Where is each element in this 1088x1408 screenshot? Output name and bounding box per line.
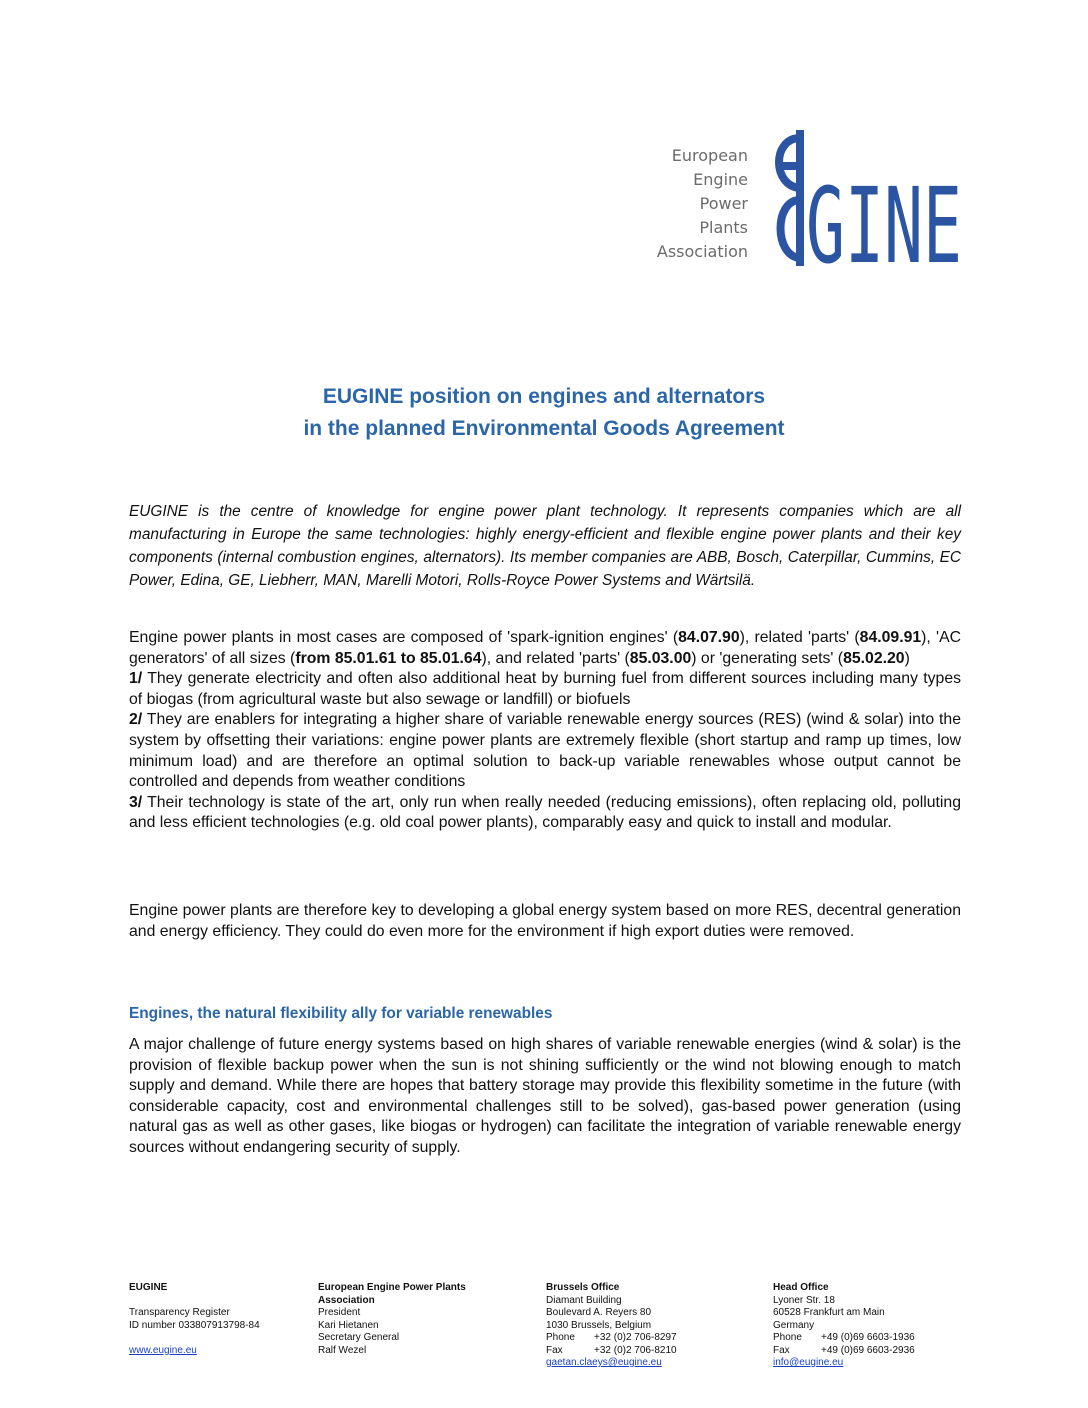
footer-col-head-office: Head Office Lyoner Str. 18 60528 Frankfurt am Main Germany Phone +49 (0)69 6603-1936 Fax +49 (0)69 6603-2936 info@eugine.eu — [773, 1282, 915, 1368]
section-heading: Engines, the natural flexibility ally for variable renewables — [129, 1005, 553, 1022]
head-office-email-link[interactable]: info@eugine.eu — [773, 1357, 844, 1368]
intro-paragraph: EUGINE is the centre of knowledge for engine power plant technology. It represents companies which are all manufacturing in Europe the same technologies: highly energy-efficient and flexible engine power plants and their key components (internal combustion engines, alternators). Its member companies are ABB, Bosch, Caterpillar, Cummins, EC Power, Edina, GE, Liebherr, MAN, Marelli Motori, Rolls-Royce Power Systems and Wärtsilä. — [129, 503, 961, 589]
document-title: EUGINE position on engines and alternators in the planned Environmental Goods Agreement — [303, 385, 785, 440]
logo-mark-text: GINE — [806, 165, 962, 287]
footer-col-brussels: Brussels Office Diamant Building Boulevard A. Reyers 80 1030 Brussels, Belgium Phone +32 (0)2 706-8297 Fax +32 (0)2 706-8210 gaetan.claeys@eugine.eu — [546, 1282, 677, 1368]
footer-col-association: European Engine Power Plants Association President Kari Hietanen Secretary General Ralf Wezel — [318, 1282, 466, 1356]
website-link[interactable]: www.eugine.eu — [129, 1344, 197, 1356]
flexibility-paragraph: A major challenge of future energy systems based on high shares of variable renewable energies (wind & solar) is the provision of flexible backup power when the sun is not shining sufficiently or the wind not blowing enough to match supply and demand. While there are hopes that battery storage may provide this flexibility sometime in the future (with considerable capacity, cost and environmental challenges still to be solved), gas-based power generation (using natural gas as well as other gases, like biogas or hydrogen) can facilitate the integration of variable renewable energy sources without endangering security of supply. — [129, 1036, 961, 1156]
eugine-logo — [648, 126, 968, 287]
footer-col-eugine: EUGINE Transparency Register ID number 033807913798-84 www.eugine.eu — [129, 1282, 260, 1356]
point-3: 3/ Their technology is state of the art, only run when really needed (reducing emissions), often replacing old, polluting and less efficient technologies (e.g. old coal power plants), comparably easy and quick to install and modular. — [129, 793, 962, 832]
logo-mark — [760, 126, 968, 287]
components-section — [129, 628, 961, 834]
brussels-email-link[interactable]: gaetan.claeys@eugine.eu — [546, 1357, 662, 1368]
point-1: 1/ They generate electricity and often also additional heat by burning fuel from different sources including many types of biogas (from agricultural waste but also sewage or landfill) or biofuels — [129, 670, 962, 708]
components-paragraph: Engine power plants in most cases are composed of 'spark-ignition engines' (84.07.90), related 'parts' (84.09.91), 'AC generators' of all sizes (from 85.01.61 to 85.01.64), and related 'parts' (85.03.00) or 'generating sets' (85.02.20) — [129, 629, 962, 667]
conclusion-paragraph: Engine power plants are therefore key to developing a global energy system based on more RES, decentral generation and energy efficiency. They could do even more for the environment if high export duties were removed. — [129, 902, 961, 940]
logo-wordmark: European Engine Power Plants Association — [656, 146, 748, 261]
point-2: 2/ They are enablers for integrating a higher share of variable renewable energy sources (RES) (wind & solar) into the system by offsetting their variations: engine power plants are extremely flexible (short startup and ramp up times, low minimum load) and are therefore an optimal solution to back-up variable renewables whose output cannot be controlled and depends from weather conditions — [129, 711, 961, 791]
